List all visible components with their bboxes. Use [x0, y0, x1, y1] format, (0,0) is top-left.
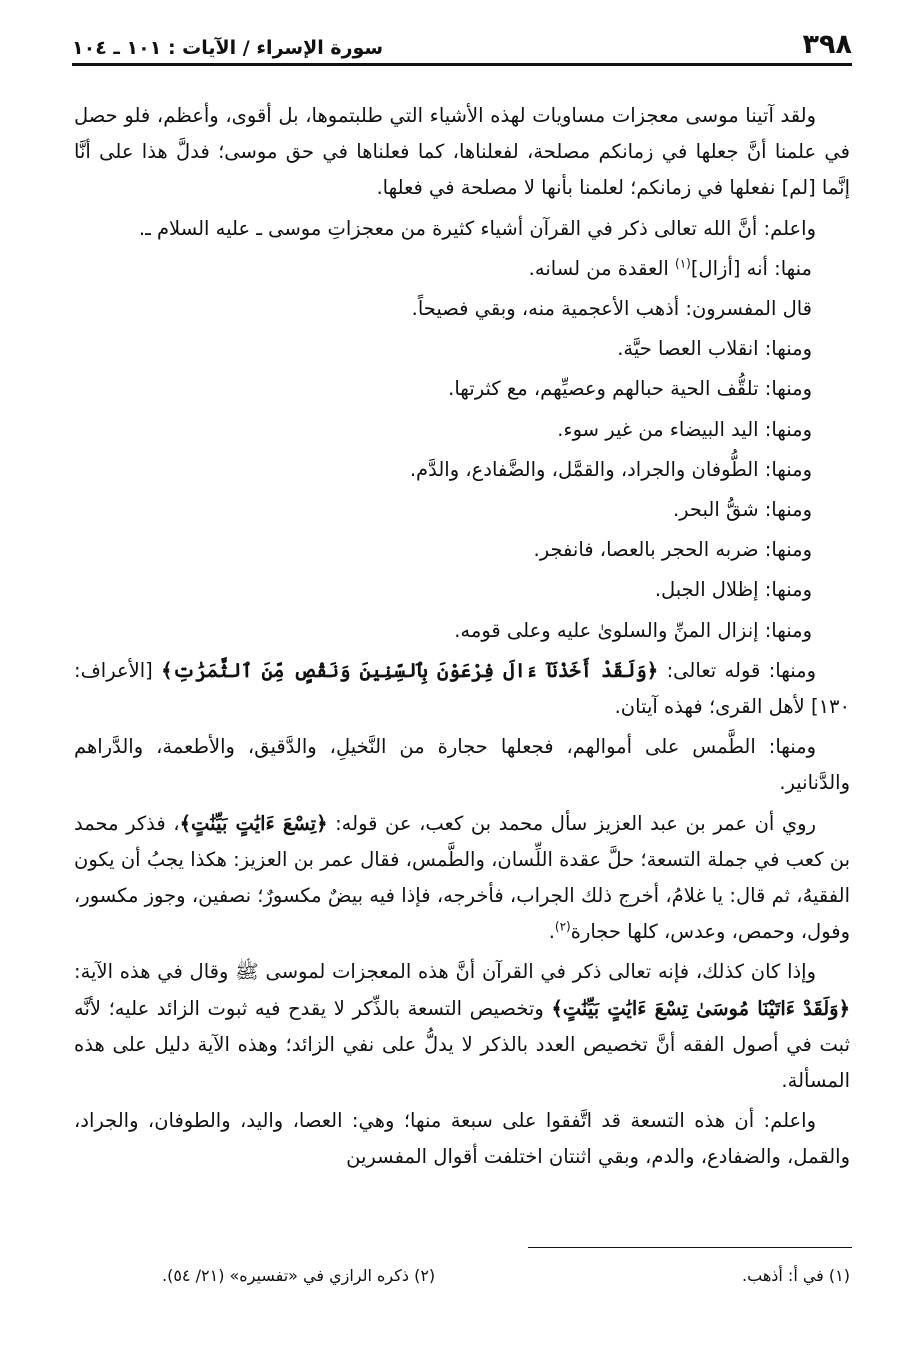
- footnote-marker-2: (٢): [554, 919, 571, 934]
- paragraph-8-text: وإذا كان كذلك، فإنه تعالى ذكر في القرآن أنَّ هذه المعجزات لموسى ﷺ وقال في هذه الآية:: [74, 960, 816, 984]
- list-item: ومنها: الطُّوفان والجراد، والقمَّل، والضَّفادع، والدَّم.: [409, 457, 812, 481]
- list-item: ومنها: تلقُّف الحية حبالهم وعصيِّهم، مع كثرتها.: [448, 377, 812, 401]
- page-number: ٣٩٨: [802, 29, 852, 60]
- footnotes: [74, 1257, 850, 1297]
- footnote-2: (٢) ذكره الرازي في «تفسيره» (٢١/ ٥٤).: [162, 1266, 436, 1285]
- page-header: [72, 30, 852, 66]
- paragraph-5: [74, 653, 850, 725]
- paragraph-3-text: منها: أنه [أزال]: [690, 256, 812, 280]
- footnote-marker-1: (١): [675, 256, 691, 271]
- paragraph-4: قال المفسرون: أذهب الأعجمية منه، وبقي فصيحاً.: [411, 297, 812, 321]
- paragraph-8: [74, 954, 850, 1099]
- paragraph-7-text-end: .: [548, 920, 555, 944]
- list-item: ومنها: ضربه الحجر بالعصا، فانفجر.: [533, 538, 812, 562]
- quran-verse: ﴿تِسْعَ ءَايَٰتٍ بَيِّنَٰتٍ﴾: [179, 811, 328, 835]
- quran-verse: ﴿وَلَقَدْ أَخَذْنَآ ءَالَ فِرْعَوْنَ بِٱلسِّنِينَ وَنَقْصٍ مِّنَ ٱلثَّمَرَٰتِ﴾: [161, 658, 659, 682]
- list-item: ومنها: اليد البيضاء من غير سوء.: [557, 417, 812, 441]
- paragraph-9: واعلم: أن هذه التسعة قد اتَّفقوا على سبعة منها؛ وهي: العصا، واليد، والطوفان، والجراد، والقمل، والضفادع، والدم، وبقي اثنتان اختلفت أقوال المفسرين: [74, 1109, 850, 1169]
- paragraph-3: [74, 251, 850, 287]
- paragraph-5-text-end: [الأعراف: ١٣٠] لأهل القرى؛ فهذه آيتان.: [74, 658, 850, 719]
- paragraph-2: واعلم: أنَّ الله تعالى ذكر في القرآن أشياء كثيرة من معجزاتِ موسى ـ عليه السلام ـ.: [138, 216, 816, 240]
- paragraph-1: ولقد آتينا موسى معجزات مساويات لهذه الأشياء التي طلبتموها، بل أقوى، وأعظم، فلو حصل في علمنا أنَّ جعلها في زمانكم مصلحة، لفعلناها، كما فعلناها في حق موسى؛ فدلَّ هذا على أنَّا إنَّما [لم] نفعلها في زمانكم؛ لعلمنا بأنها لا مصلحة في فعلها.: [74, 104, 850, 200]
- paragraph-8-text-end: وتخصيص التسعة بالذِّكر لا يقدح فيه ثبوت الزائد عليه؛ لأنَّه ثبت في أصول الفقه أنَّ تخصيص العدد بالذكر لا يدلُّ على نفي الزائد؛ وهذه الآية دليل على هذه المسألة.: [74, 996, 850, 1093]
- paragraph-7-text-cont: ، فذكر محمد بن كعب في جملة التسعة؛ حلَّ عقدة اللِّسان، والطَّمس، فقال عمر بن العزيز: هكذا يجبُ أن يكون الفقيهُ، ثم قال: يا غلامُ، أخرج ذلك الجراب، فأخرجه، فإذا فيه بيضٌ مكسورٌ؛ نصفين، وجوز مكسور، وفول، وحمص، وعدس، كلها حجارة: [74, 811, 850, 944]
- footnote-1: (١) في أ: أذهب.: [742, 1266, 850, 1285]
- paragraph-6: ومنها: الطَّمس على أموالهم، فجعلها حجارة من النَّخيلِ، والدَّقيق، والأطعمة، والدَّراهم والدَّنانير.: [74, 735, 850, 795]
- footnote-divider: [528, 1247, 852, 1248]
- paragraph-3-text-end: العقدة من لسانه.: [528, 256, 675, 280]
- page-body: [74, 98, 850, 1180]
- paragraph-5-text: ومنها: قوله تعالى:: [658, 658, 816, 682]
- running-title: سورة الإسراء / الآيات : ١٠١ ـ ١٠٤: [72, 37, 384, 59]
- paragraph-7: [74, 806, 850, 951]
- paragraph-7-text: روي أن عمر بن عبد العزيز سأل محمد بن كعب، عن قوله:: [327, 811, 816, 835]
- list-item: ومنها: شقُّ البحر.: [672, 498, 812, 522]
- quran-verse: ﴿وَلَقَدْ ءَاتَيْنَا مُوسَىٰ تِسْعَ ءَايَٰتٍ بَيِّنَٰتٍ﴾: [551, 996, 850, 1020]
- list-item: ومنها: إظلال الجبل.: [654, 578, 812, 602]
- list-item: ومنها: إنزال المنِّ والسلوىٰ عليه وعلى قومه.: [454, 618, 812, 642]
- list-item: ومنها: انقلاب العصا حيَّة.: [617, 337, 812, 361]
